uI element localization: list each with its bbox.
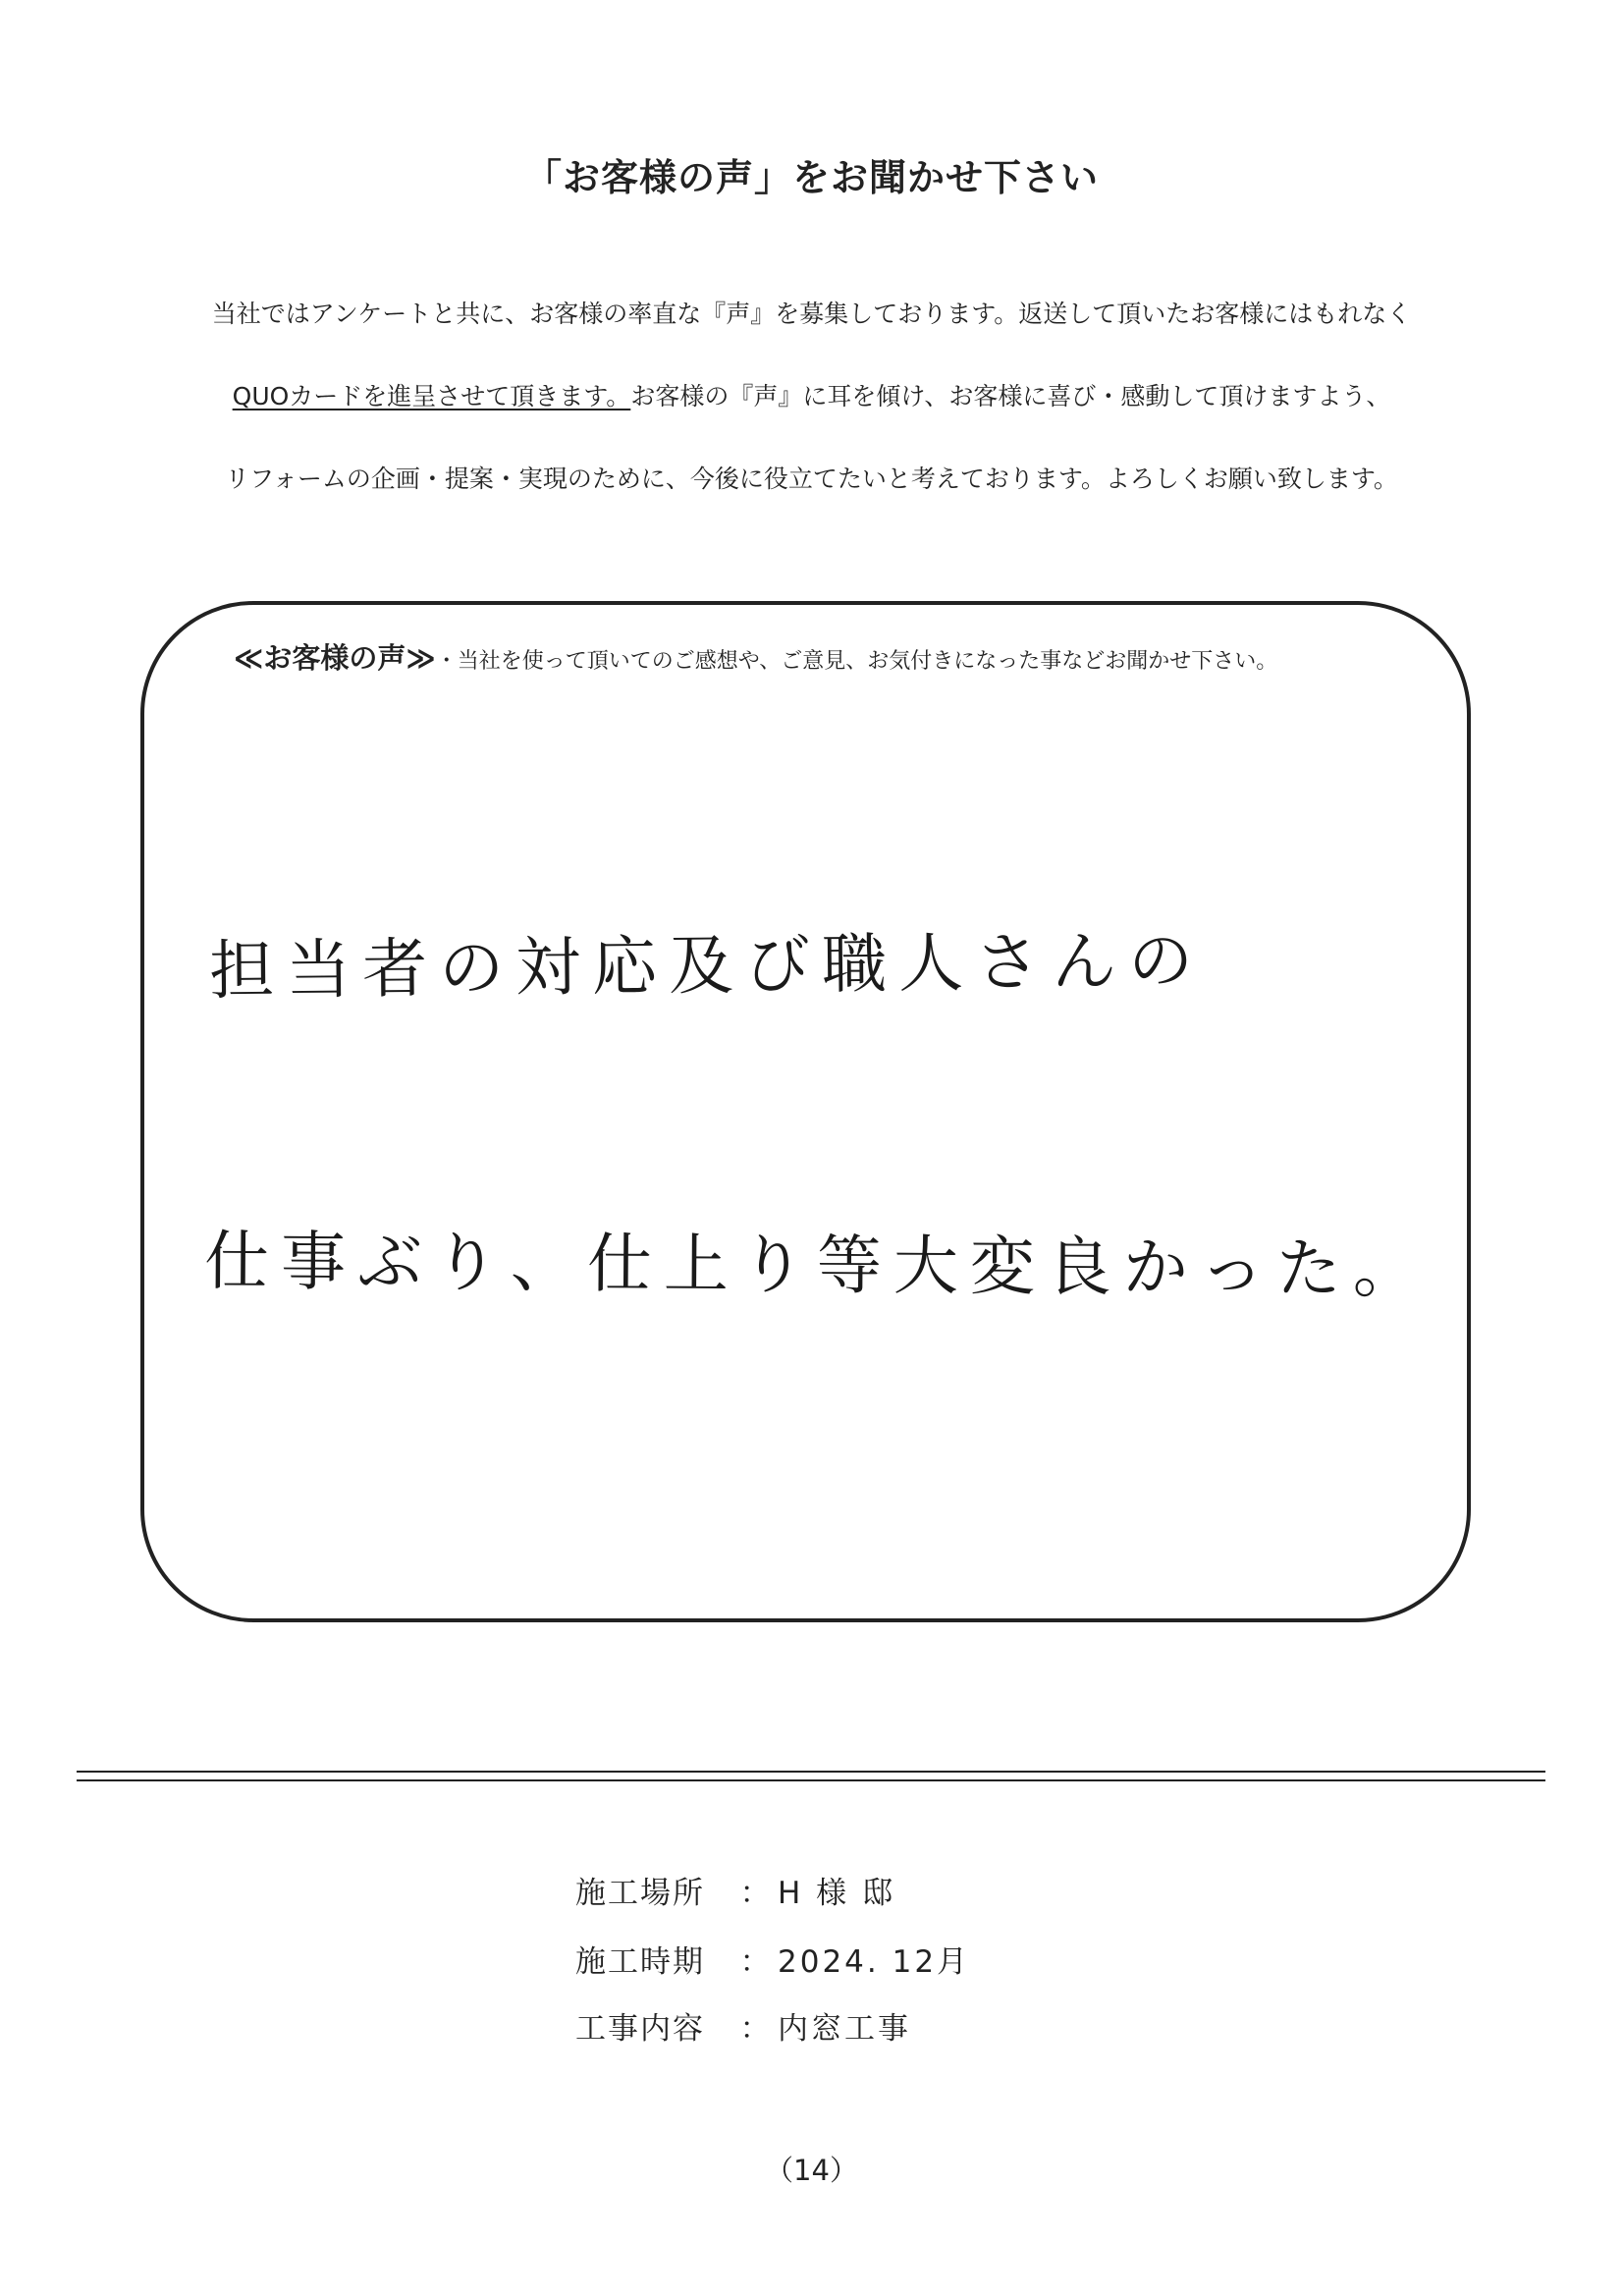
intro-line-2 [0, 377, 1623, 412]
divider-line-bottom [77, 1779, 1545, 1781]
info-row-period [575, 1937, 970, 1981]
voice-prompt: ・当社を使って頂いてのご感想や、ご意見、お気付きになった事などお聞かせ下さい。 [435, 649, 1278, 674]
customer-voice-box [140, 601, 1471, 1622]
handwritten-comment-line-1: 担当者の対応及び職人さんの [208, 922, 1206, 1010]
content-label: 工事内容 [575, 2011, 705, 2047]
intro-line-3: リフォームの企画・提案・実現のために、今後に役立てたいと考えております。よろしくお願い致します。 [225, 465, 1398, 493]
page-title: 「お客様の声」をお聞かせ下さい [523, 156, 1099, 199]
info-row-content [575, 2003, 911, 2048]
separator: ： [739, 1876, 771, 1911]
quo-card-notice: QUOカードを進呈させて頂きます。 [232, 382, 631, 410]
content-value: 内窓工事 [778, 2011, 911, 2047]
voice-heading: ≪お客様の声≫ [234, 641, 436, 675]
period-value: 2024. 12月 [778, 1944, 971, 1980]
separator: ： [739, 2011, 771, 2047]
intro-line-2-rest: お客様の『声』に耳を傾け、お客様に喜び・感動して頂けますよう、 [630, 382, 1391, 410]
intro-line-1: 当社ではアンケートと共に、お客様の率直な『声』を募集しております。返送して頂いたお客様にはもれなく [211, 300, 1412, 328]
location-label: 施工場所 [575, 1876, 705, 1911]
period-label: 施工時期 [575, 1944, 705, 1980]
divider-line-top [77, 1771, 1545, 1773]
page-number: （14） [765, 2154, 858, 2187]
separator: ： [739, 1944, 771, 1980]
location-value: H 様 邸 [778, 1876, 896, 1911]
voice-box-header [234, 636, 1277, 677]
info-row-location [575, 1868, 895, 1912]
handwritten-comment-line-2: 仕事ぶり、仕上り等大変良かった。 [203, 1223, 1431, 1308]
